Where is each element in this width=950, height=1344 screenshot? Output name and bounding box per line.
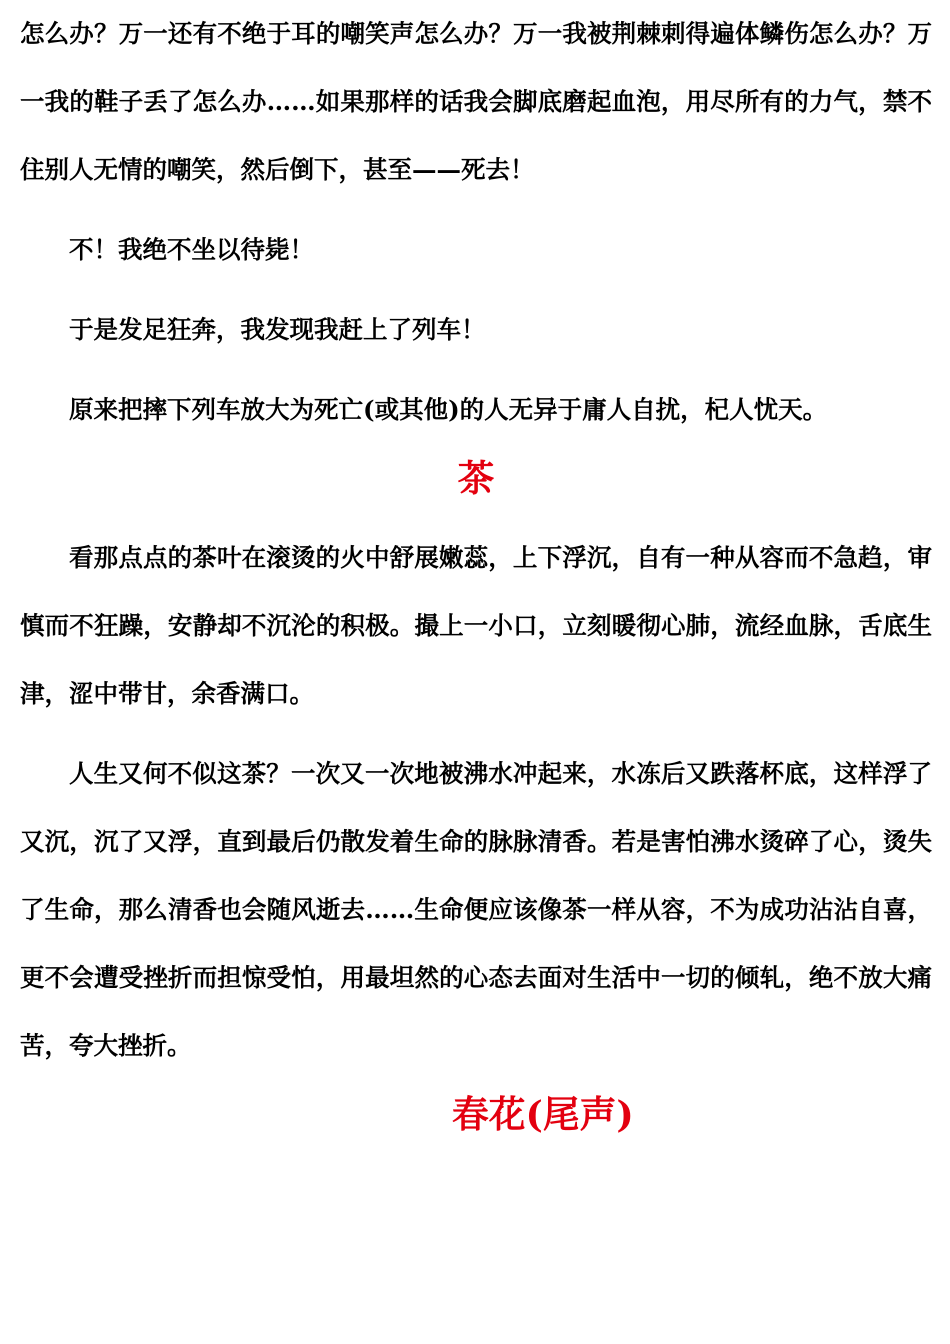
paragraph-life-like-tea: 人生又何不似这茶？一次又一次地被沸水冲起来，水冻后又跌落杯底，这样浮了又沉，沉了又浮，直到最后仍散发着生命的脉脉清香。若是害怕沸水烫碎了心，烫失了生命，那么清香也会随风逝去……生命便应该像茶一样从容，不为成功沾沾自喜，更不会遭受挫折而担惊受怕，用最坦然的心态去面对生活中一切的倾轧，绝不放大痛苦，夸大挫折。 — [20, 759, 932, 1060]
section-title-spring-flowers: 春花(尾声) — [452, 1092, 634, 1136]
paragraph-refusal: 不！我绝不坐以待毙！ — [69, 235, 314, 264]
paragraph-conclusion: 原来把摔下列车放大为死亡(或其他)的人无异于庸人自扰，杞人忧天。 — [69, 395, 828, 424]
paragraph-fear-continuation: 怎么办？万一还有不绝于耳的嘲笑声怎么办？万一我被荆棘刺得遍体鳞伤怎么办？万一我的鞋子丢了怎么办……如果那样的话我会脚底磨起血泡，用尽所有的力气，禁不住别人无情的嘲笑，然后倒下，甚至——死去！ — [20, 19, 932, 184]
section-title-tea: 茶 — [457, 456, 495, 500]
paragraph-caught-train: 于是发足狂奔，我发现我赶上了列车！ — [69, 315, 486, 344]
document-page — [20, 0, 932, 1148]
paragraph-tea-leaves: 看那点点的茶叶在滚烫的火中舒展嫩蕊，上下浮沉，自有一种从容而不急趋，审慎而不狂躁，安静却不沉沦的积极。撮上一小口，立刻暖彻心肺，流经血脉，舌底生津，涩中带甘，余香满口。 — [20, 543, 932, 708]
